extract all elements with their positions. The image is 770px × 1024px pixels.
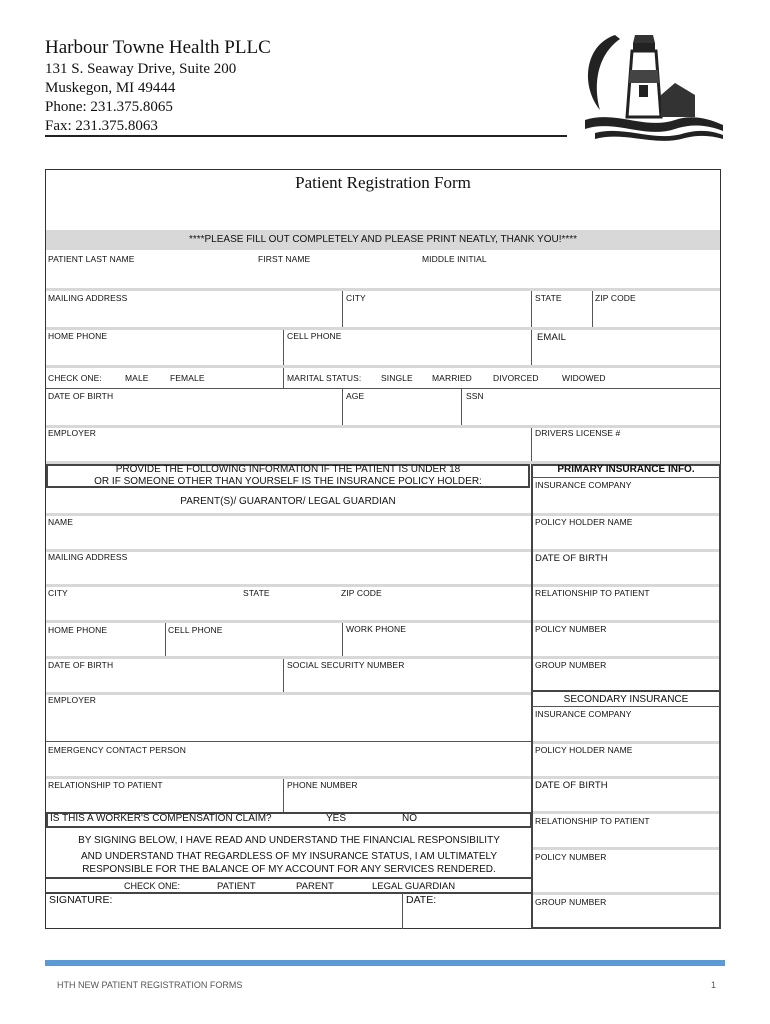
mailing-address-input[interactable] [48, 305, 338, 325]
ssn-input[interactable] [466, 403, 716, 423]
divider [402, 893, 403, 929]
option-single[interactable]: SINGLE [381, 373, 413, 383]
row-divider [46, 288, 720, 291]
row-divider [46, 656, 531, 659]
label-guarantor-zip: ZIP CODE [341, 588, 382, 598]
row-divider [46, 776, 531, 779]
row-divider [46, 620, 531, 623]
primary-company-input[interactable] [535, 492, 717, 510]
row-divider [533, 620, 719, 623]
header-rule [45, 135, 567, 137]
cell-phone-input[interactable] [287, 344, 527, 364]
guarantor-subheading: PARENT(S)/ GUARANTOR/ LEGAL GUARDIAN [180, 496, 396, 507]
divider [283, 659, 284, 693]
label-secondary-holder-name: POLICY HOLDER NAME [535, 745, 633, 755]
label-guarantor-home-phone: HOME PHONE [48, 625, 108, 635]
date-label: DATE: [406, 894, 437, 906]
email-input[interactable] [535, 344, 717, 364]
secondary-company-input[interactable] [535, 721, 717, 739]
label-drivers-license: DRIVERS LICENSE # [535, 428, 621, 438]
label-guarantor-dob: DATE OF BIRTH [48, 660, 114, 670]
label-primary-policy-number: POLICY NUMBER [535, 624, 607, 634]
row-divider [46, 513, 531, 516]
label-home-phone: HOME PHONE [48, 331, 108, 341]
label-patient-last-name: PATIENT LAST NAME [48, 254, 135, 264]
relationship-input[interactable] [48, 792, 278, 810]
label-age: AGE [346, 391, 365, 401]
divider [342, 623, 343, 657]
secondary-relationship-input[interactable] [535, 827, 717, 845]
label-guarantor-name: NAME [48, 517, 73, 527]
signer-check-one: CHECK ONE: [124, 881, 181, 891]
responsibility-statement-1: BY SIGNING BELOW, I HAVE READ AND UNDERSTAND THE FINANCIAL RESPONSIBILITY [78, 835, 500, 846]
secondary-policy-number-input[interactable] [535, 864, 717, 884]
label-relationship-to-patient: RELATIONSHIP TO PATIENT [48, 780, 163, 790]
phone-number-input[interactable] [287, 792, 527, 810]
divider [283, 330, 284, 366]
divider [531, 428, 532, 462]
row-divider [533, 776, 719, 779]
label-date-of-birth: DATE OF BIRTH [48, 391, 114, 401]
label-zip: ZIP CODE [595, 293, 636, 303]
secondary-holder-name-input[interactable] [535, 757, 717, 775]
drivers-license-input[interactable] [535, 440, 717, 460]
label-employer: EMPLOYER [48, 428, 97, 438]
row-divider [46, 692, 531, 695]
signature-input[interactable] [120, 906, 398, 926]
primary-relationship-input[interactable] [535, 599, 717, 617]
label-middle-initial: MIDDLE INITIAL [422, 254, 487, 264]
label-mailing-address: MAILING ADDRESS [48, 293, 128, 303]
divider [46, 388, 720, 389]
guarantor-employer-input[interactable] [48, 710, 526, 734]
signature-label: SIGNATURE: [49, 894, 113, 906]
label-guarantor-city: CITY [48, 588, 68, 598]
label-primary-dob: DATE OF BIRTH [535, 553, 608, 564]
home-phone-input[interactable] [48, 344, 280, 364]
responsibility-statement-2: AND UNDERSTAND THAT REGARDLESS OF MY INSURANCE STATUS, I AM ULTIMATELY [81, 851, 497, 862]
responsibility-statement-3: RESPONSIBLE FOR THE BALANCE OF MY ACCOUNT FOR ANY SERVICES RENDERED. [82, 864, 496, 875]
secondary-insurance-heading: SECONDARY INSURANCE [563, 694, 689, 705]
label-secondary-dob: DATE OF BIRTH [535, 780, 608, 791]
row-divider [533, 741, 719, 744]
label-marital-status: MARITAL STATUS: [287, 373, 362, 383]
label-guarantor-work-phone: WORK PHONE [346, 624, 407, 634]
workers-comp-yes[interactable]: YES [326, 813, 347, 824]
signer-option-legal-guardian[interactable]: LEGAL GUARDIAN [372, 881, 456, 892]
label-guarantor-state: STATE [243, 588, 270, 598]
phone-line: Phone: 231.375.8065 [45, 99, 173, 115]
workers-comp-question: IS THIS A WORKER'S COMPENSATION CLAIM? [50, 813, 272, 824]
guarantor-heading-line-2: OR IF SOMEONE OTHER THAN YOURSELF IS THE INSURANCE POLICY HOLDER: [94, 476, 482, 487]
guarantor-ssn-input[interactable] [287, 672, 527, 690]
signer-option-parent[interactable]: PARENT [296, 881, 334, 892]
option-married[interactable]: MARRIED [432, 373, 472, 383]
divider [283, 779, 284, 812]
guarantor-cell-phone-input[interactable] [168, 636, 338, 654]
label-primary-relationship: RELATIONSHIP TO PATIENT [535, 588, 650, 598]
address-line-1: 131 S. Seaway Drive, Suite 200 [45, 61, 237, 77]
label-guarantor-employer: EMPLOYER [48, 695, 97, 705]
patient-name-input[interactable] [48, 266, 716, 288]
row-divider [533, 584, 719, 587]
guarantor-city-state-zip-input[interactable] [48, 599, 526, 619]
row-divider [46, 327, 720, 330]
divider [283, 368, 284, 388]
label-secondary-company: INSURANCE COMPANY [535, 709, 632, 719]
row-divider [533, 549, 719, 552]
emergency-contact-input[interactable] [48, 757, 526, 775]
divider [532, 706, 720, 707]
fax-line: Fax: 231.375.8063 [45, 118, 158, 134]
primary-policy-number-input[interactable] [535, 636, 717, 654]
workers-comp-no[interactable]: NO [402, 813, 417, 824]
label-check-one: CHECK ONE: [48, 373, 102, 383]
divider [46, 877, 532, 879]
state-input[interactable] [535, 305, 589, 325]
divider [342, 291, 343, 328]
form-title: Patient Registration Form [295, 173, 471, 192]
divider [165, 623, 166, 657]
divider [461, 388, 462, 426]
label-secondary-policy-number: POLICY NUMBER [535, 852, 607, 862]
label-city: CITY [346, 293, 366, 303]
instructions-text: ****PLEASE FILL OUT COMPLETELY AND PLEASE PRINT NEATLY, THANK YOU!**** [188, 234, 578, 245]
label-first-name: FIRST NAME [258, 254, 311, 264]
primary-dob-input[interactable] [535, 564, 717, 582]
row-divider [533, 847, 719, 850]
employer-input[interactable] [48, 440, 526, 460]
age-input[interactable] [346, 403, 456, 423]
label-cell-phone: CELL PHONE [287, 331, 342, 341]
guarantor-work-phone-input[interactable] [346, 636, 526, 654]
divider [46, 741, 531, 742]
guarantor-heading-line-1: PROVIDE THE FOLLOWING INFORMATION IF THE PATIENT IS UNDER 18 [115, 464, 461, 475]
divider [592, 291, 593, 328]
option-divorced[interactable]: DIVORCED [493, 373, 539, 383]
secondary-group-number-input[interactable] [535, 908, 717, 926]
row-divider [46, 584, 531, 587]
divider [531, 291, 532, 328]
label-emergency-contact: EMERGENCY CONTACT PERSON [48, 745, 186, 755]
row-divider [533, 811, 719, 814]
row-divider [533, 656, 719, 659]
signer-option-patient[interactable]: PATIENT [217, 881, 256, 892]
label-email: EMAIL [537, 332, 567, 343]
divider [342, 388, 343, 426]
footer-text: HTH NEW PATIENT REGISTRATION FORMS [57, 980, 243, 990]
guarantor-name-input[interactable] [48, 528, 526, 548]
divider [46, 892, 532, 894]
zip-input[interactable] [595, 305, 717, 325]
option-female[interactable]: FEMALE [170, 373, 205, 383]
primary-group-number-input[interactable] [535, 671, 717, 689]
org-name: Harbour Towne Health PLLC [45, 37, 271, 58]
label-primary-holder-name: POLICY HOLDER NAME [535, 517, 633, 527]
guarantor-address-input[interactable] [48, 563, 526, 583]
label-primary-company: INSURANCE COMPANY [535, 480, 632, 490]
label-primary-group-number: GROUP NUMBER [535, 660, 607, 670]
letterhead [45, 36, 565, 136]
primary-holder-name-input[interactable] [535, 528, 717, 546]
footer-bar [45, 960, 725, 966]
option-male[interactable]: MALE [125, 373, 149, 383]
address-line-2: Muskegon, MI 49444 [45, 80, 176, 96]
city-input[interactable] [346, 305, 528, 325]
lighthouse-logo-icon [575, 25, 725, 143]
label-guarantor-cell-phone: CELL PHONE [168, 625, 223, 635]
label-ssn: SSN [466, 391, 484, 401]
divider [532, 477, 720, 478]
label-secondary-group-number: GROUP NUMBER [535, 897, 607, 907]
signature-date-input[interactable] [440, 906, 526, 926]
label-state: STATE [535, 293, 562, 303]
label-secondary-relationship: RELATIONSHIP TO PATIENT [535, 816, 650, 826]
row-divider [46, 365, 720, 368]
dob-input[interactable] [48, 403, 338, 423]
label-phone-number: PHONE NUMBER [287, 780, 358, 790]
page-number: 1 [711, 980, 717, 990]
row-divider [533, 892, 719, 895]
option-widowed[interactable]: WIDOWED [562, 373, 606, 383]
divider [531, 330, 532, 366]
guarantor-dob-input[interactable] [48, 672, 278, 690]
label-guarantor-ssn: SOCIAL SECURITY NUMBER [287, 660, 405, 670]
guarantor-home-phone-input[interactable] [48, 636, 160, 654]
primary-insurance-heading: PRIMARY INSURANCE INFO. [557, 464, 695, 475]
row-divider [533, 513, 719, 516]
label-guarantor-mailing-address: MAILING ADDRESS [48, 552, 128, 562]
secondary-dob-input[interactable] [535, 792, 717, 810]
